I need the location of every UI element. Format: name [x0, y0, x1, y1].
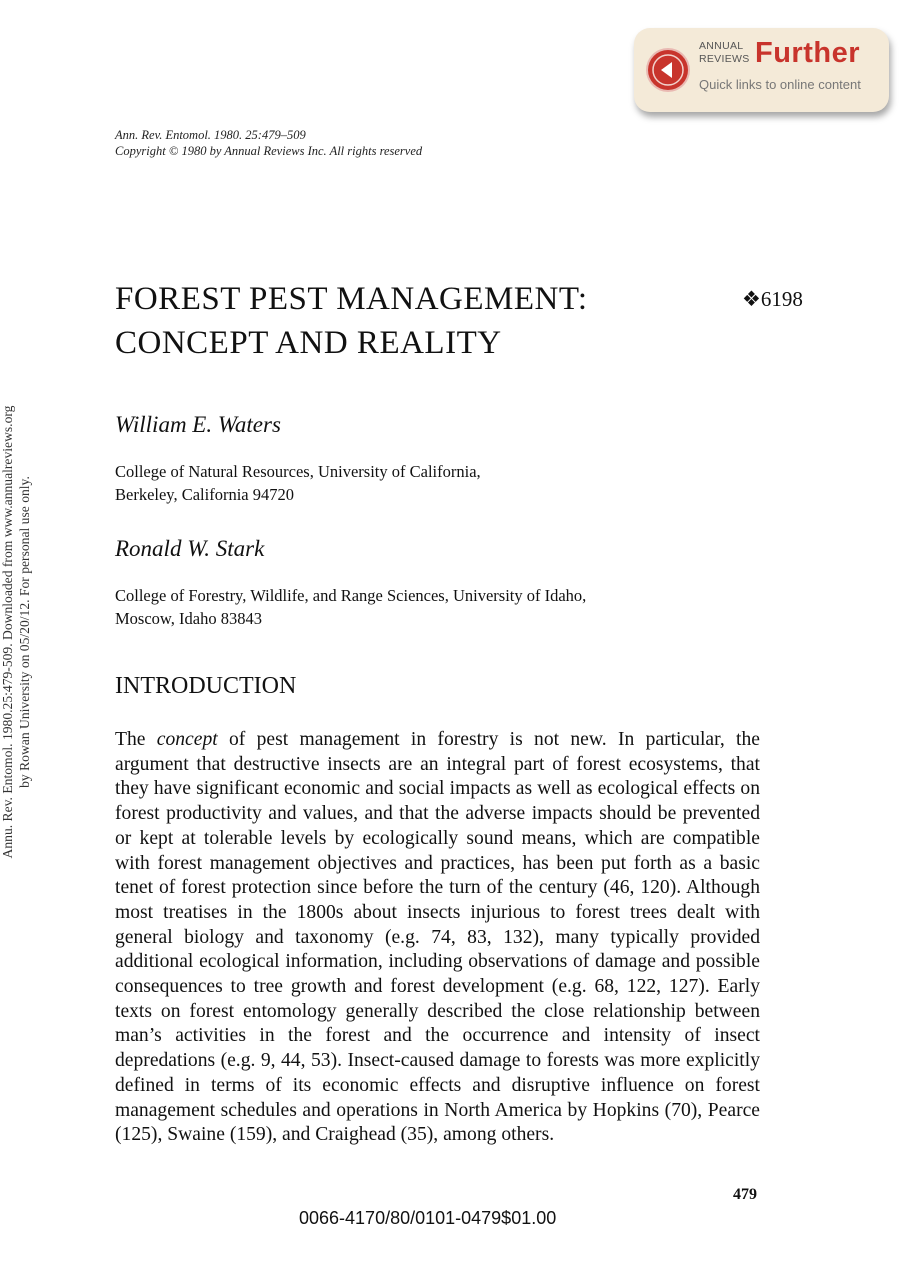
badge-further-label: Further [755, 37, 860, 69]
back-arrow-icon [648, 50, 688, 90]
download-watermark-line1: Annu. Rev. Entomol. 1980.25:479-509. Downloaded from www.annualreviews.org [0, 405, 15, 859]
author-name: Ronald W. Stark [115, 536, 265, 561]
journal-citation: Ann. Rev. Entomol. 1980. 25:479–509 [115, 128, 306, 142]
body-text: of pest management in forestry is not new. In particular, the argument that destructive insects are an integral part of forest ecosystems, that they have significant economic and social impacts as well as ecological effects on forest productivity and values, and that the adverse impacts should be prevented or kept at tolerable levels by ecologically sound means, which are compatible with forest management objectives and practices, has been put forth as a basic tenet of forest protection since before the turn of the century (46, 120). Although most treatises in the 1800s about insects injurious to forest trees dealt with general biology and taxonomy (e.g. 74, 83, 132), many typically provided additional ecological information, including observations of damage and possible consequences to tree growth and forest development (e.g. 68, 122, 127). Early texts on forest entomology generally described the close relationship between man’s activities in the forest and the occurrence and intensity of insect depredations (e.g. 9, 44, 53). Insect-caused damage to forests was more explicitly defined in terms of its economic effects and disruptive influence on forest management schedules and operations in North America by Hopkins (70), Pearce (125), Swaine (159), and Craighead (35), among others. [115, 729, 760, 1146]
article-title-line1: FOREST PEST MANAGEMENT: [115, 281, 588, 317]
body-emphasis: concept [156, 729, 218, 750]
badge-reviews-label: REVIEWS [699, 53, 750, 65]
page-number: 479 [733, 1186, 757, 1203]
fee-code: 0066-4170/80/0101-0479$01.00 [299, 1208, 557, 1228]
author-affiliation: College of Natural Resources, University of California, [115, 462, 481, 481]
author-affiliation: Berkeley, California 94720 [115, 485, 295, 504]
download-watermark-line2: by Rowan University on 05/20/12. For personal use only. [17, 476, 32, 788]
body-paragraph [115, 728, 760, 1148]
article-title-line2: CONCEPT AND REALITY [115, 325, 502, 361]
author-affiliation: College of Forestry, Wildlife, and Range Sciences, University of Idaho, [115, 586, 587, 605]
body-lead: The [115, 729, 157, 750]
copyright-line: Copyright © 1980 by Annual Reviews Inc. All rights reserved [115, 144, 423, 158]
article-id: ❖6198 [742, 287, 803, 311]
author-name: William E. Waters [115, 412, 281, 437]
annual-reviews-further-badge[interactable] [634, 28, 889, 112]
badge-subtitle: Quick links to online content [699, 77, 861, 92]
download-watermark [0, 352, 33, 912]
author-affiliation: Moscow, Idaho 83843 [115, 609, 262, 628]
section-heading: INTRODUCTION [115, 673, 297, 699]
badge-annual-label: ANNUAL [699, 40, 744, 52]
